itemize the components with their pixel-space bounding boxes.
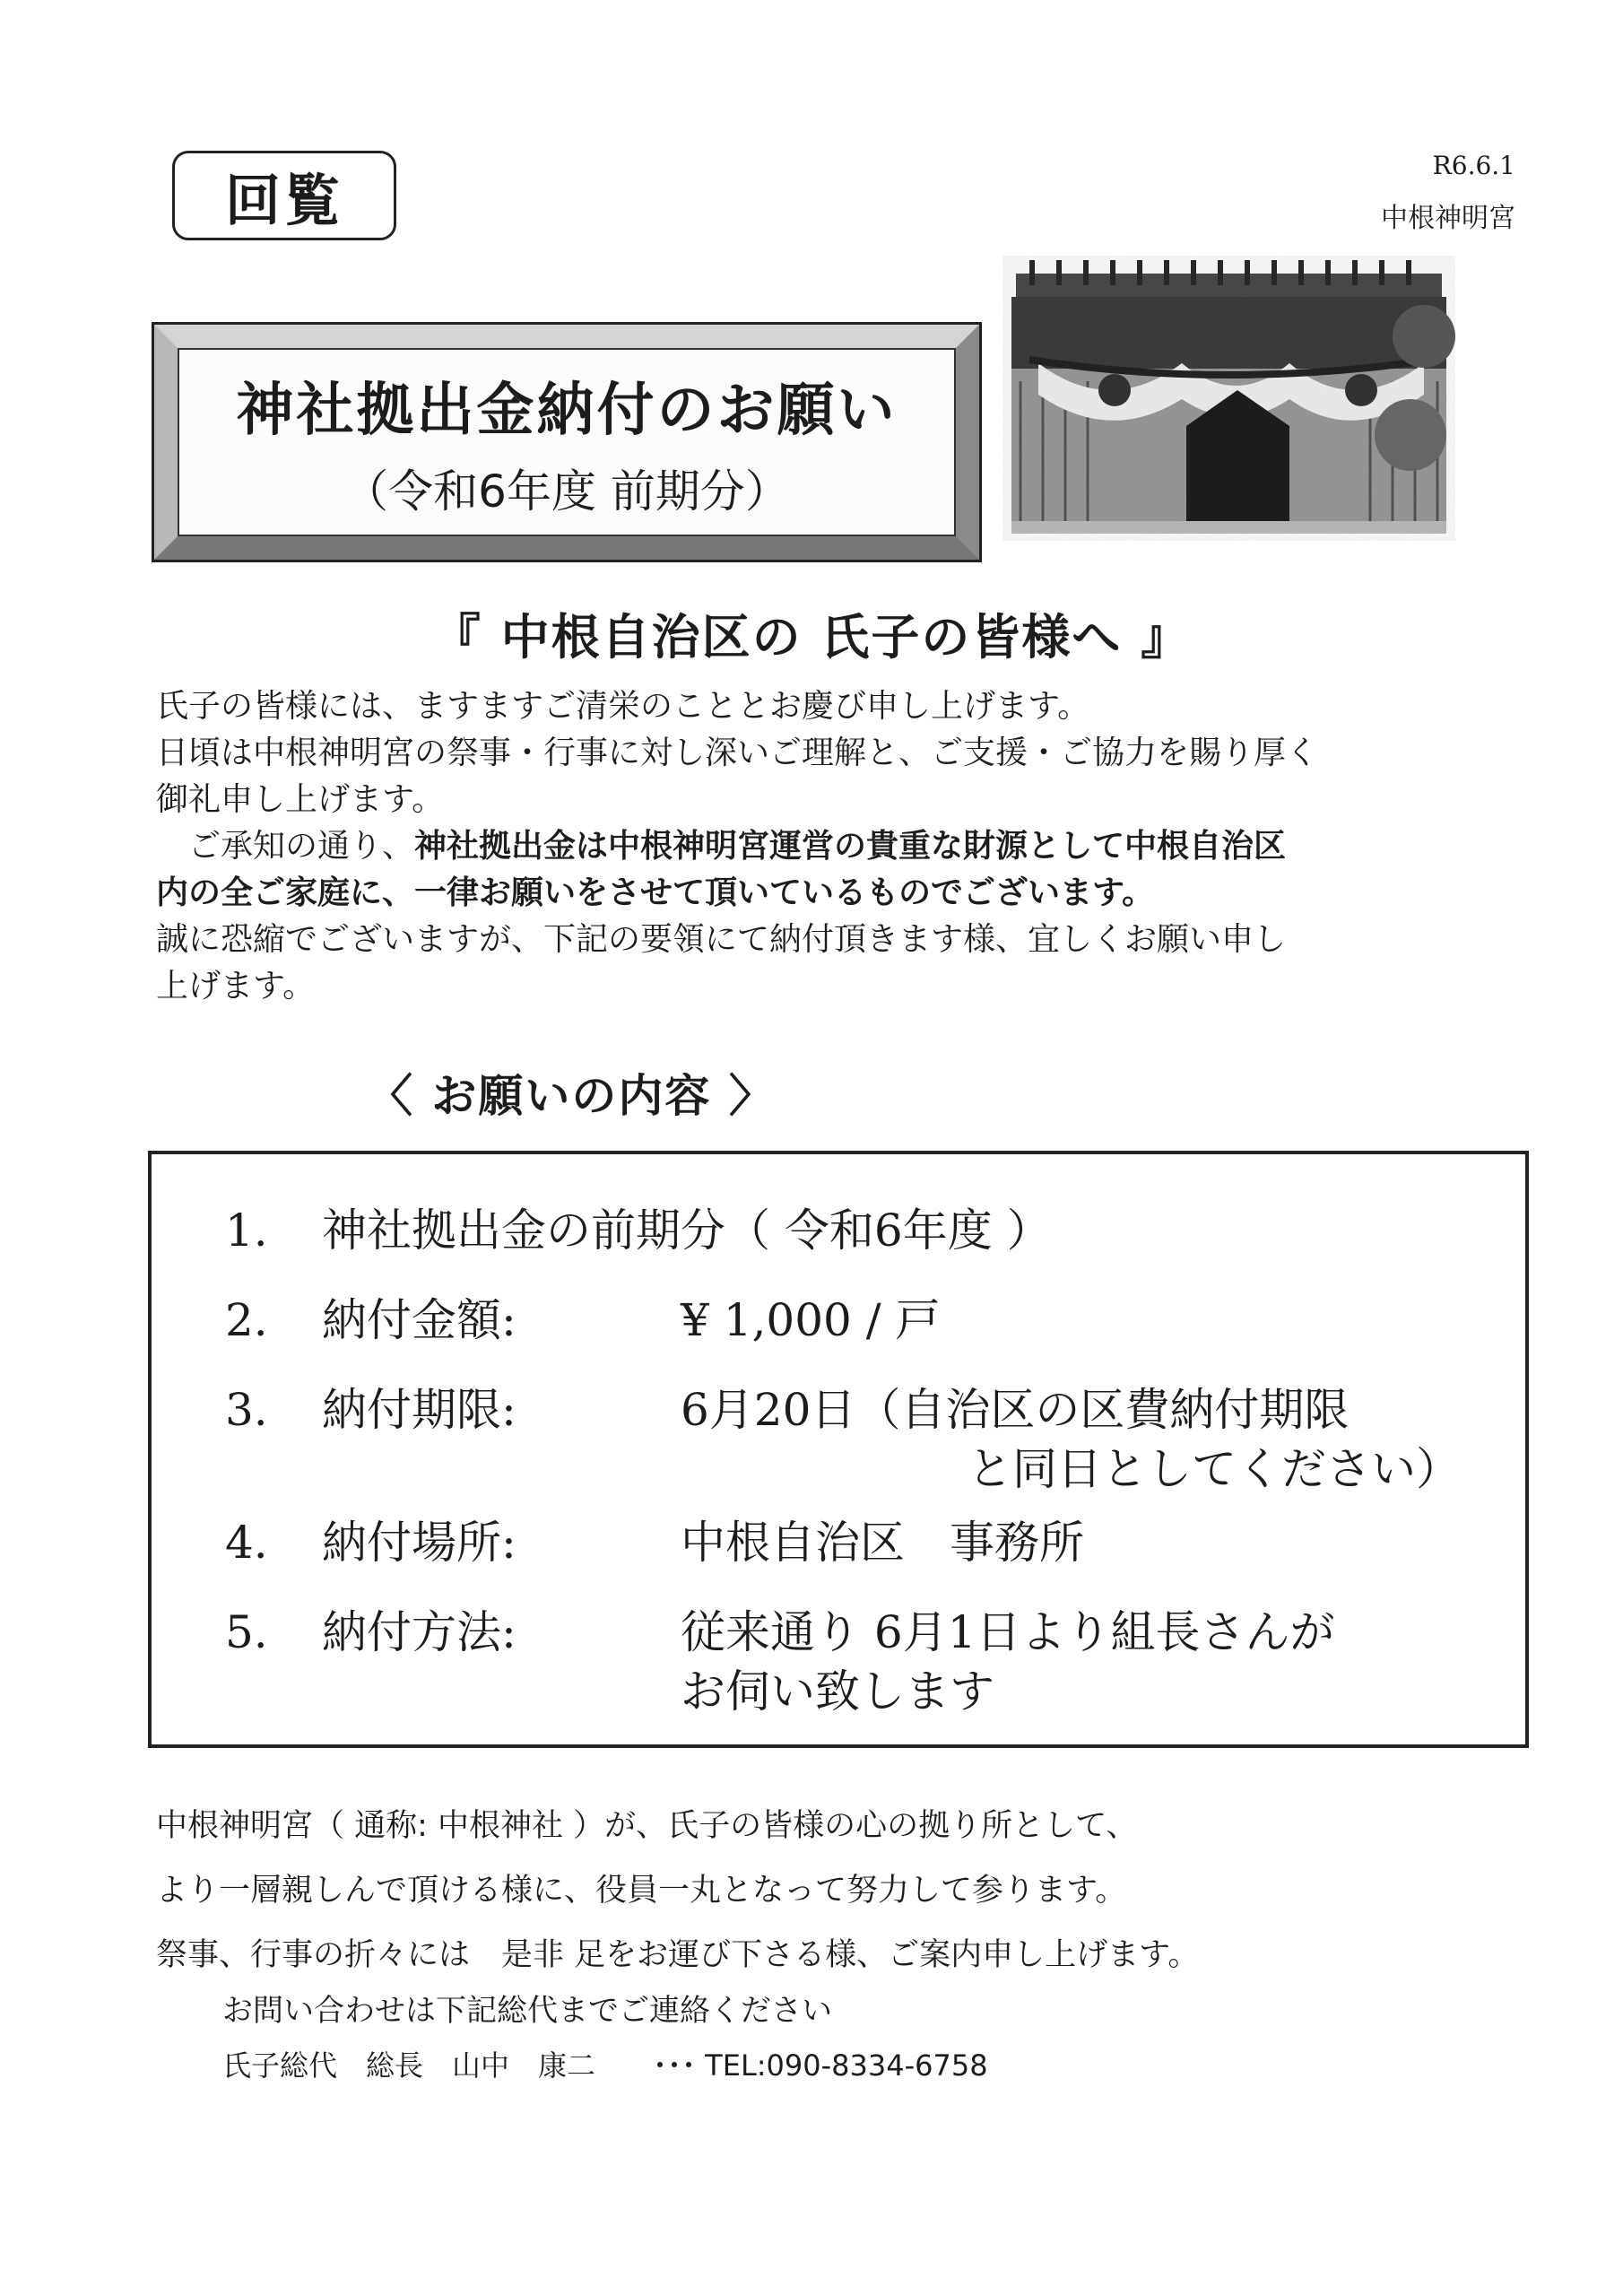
request-item-number: 5. xyxy=(225,1606,268,1658)
body-line: 氏子の皆様には、ますますご清栄のこととお慶び申し上げます。 xyxy=(156,688,1090,725)
shrine-photo xyxy=(1002,256,1455,541)
title-frame xyxy=(154,325,979,560)
request-item-label: 納付期限: xyxy=(322,1384,516,1436)
request-item-value: 中根自治区 事務所 xyxy=(681,1517,1084,1569)
contact-info: 氏子総代 総長 山中 康二 ･･･ TEL:090-8334-6758 xyxy=(222,2048,988,2083)
request-item-label: 納付金額: xyxy=(322,1294,516,1346)
document-title: 神社拠出金納付のお願い xyxy=(236,377,898,444)
issue-date: R6.6.1 xyxy=(1432,151,1515,180)
request-item-value-cont: と同日としてください） xyxy=(968,1443,1461,1495)
body-line xyxy=(156,823,1483,870)
request-item-label: 納付場所: xyxy=(322,1517,516,1569)
footer-line: 中根神明宮（ 通称: 中根神社 ）が、氏子の皆様の心の拠り所として、 xyxy=(156,1808,1138,1844)
body-line: 誠に恐縮でございますが、下記の要領にて納付頂きます様、宜しくお願い申し xyxy=(156,921,1287,958)
request-item-number: 4. xyxy=(225,1517,268,1569)
greeting-paragraph xyxy=(156,683,1483,1010)
contact-note: お問い合わせは下記総代までご連絡ください xyxy=(222,1993,832,2029)
footer-line: より一層親しんで頂ける様に、役員一丸となって努力して参ります。 xyxy=(156,1873,1127,1909)
request-heading: 〈 お願いの内容 〉 xyxy=(368,1070,776,1122)
request-item-number: 3. xyxy=(225,1384,268,1436)
request-details-box xyxy=(148,1151,1529,1748)
closing-paragraph xyxy=(156,1794,1199,1987)
body-line: 上げます。 xyxy=(156,968,316,1004)
body-emphasis: 神社拠出金は中根神明宮運営の貴重な財源として中根自治区 xyxy=(414,828,1287,865)
body-line: 日頃は中根神明宮の祭事・行事に対し深いご理解と、ご支援・ご協力を賜り厚く xyxy=(156,735,1319,771)
request-item-label: 納付方法: xyxy=(322,1606,516,1658)
request-item-label: 神社拠出金の前期分（ 令和6年度 ） xyxy=(322,1205,1052,1257)
request-item-value-cont: お伺い致します xyxy=(681,1665,994,1718)
request-item-value: 従来通り 6月1日より組長さんが xyxy=(681,1606,1335,1658)
request-item-number: 1. xyxy=(225,1205,268,1257)
salutation-heading: 『 中根自治区の 氏子の皆様へ 』 xyxy=(431,609,1192,665)
footer-line: 祭事、行事の折々には 是非 足をお運び下さる様、ご案内申し上げます。 xyxy=(156,1937,1200,1973)
request-item-value: 6月20日（自治区の区費納付期限 xyxy=(681,1384,1350,1436)
body-line: 御礼申し上げます。 xyxy=(156,781,445,818)
document-subtitle: （令和6年度 前期分） xyxy=(343,465,790,517)
request-item-value: ¥ 1,000 / 戸 xyxy=(681,1294,941,1346)
body-emphasis-line: 内の全ご家庭に、一律お願いをさせて頂いているものでございます。 xyxy=(156,874,1155,911)
title-inner xyxy=(178,348,956,536)
request-item-number: 2. xyxy=(225,1294,268,1346)
body-text: ご承知の通り、 xyxy=(156,828,415,865)
circulation-badge: 回覧 xyxy=(172,151,396,240)
issuer-name: 中根神明宮 xyxy=(1381,203,1515,234)
